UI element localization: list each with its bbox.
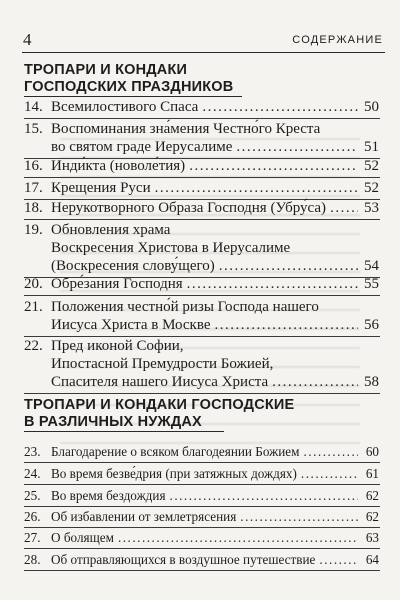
entry-page-number: 62 — [365, 509, 379, 524]
toc-entry[interactable] — [24, 98, 379, 116]
toc-entry[interactable] — [24, 337, 379, 391]
entry-number: 16. — [24, 158, 43, 174]
entry-page-number: 53 — [364, 200, 379, 216]
entry-page-number: 51 — [364, 139, 379, 155]
entry-number: 18. — [24, 200, 43, 216]
entry-page-number: 54 — [364, 258, 379, 274]
toc-entry[interactable] — [24, 487, 379, 504]
entry-number: 14. — [24, 99, 43, 115]
dot-leader — [118, 529, 358, 546]
entry-separator — [24, 462, 380, 463]
toc-entry[interactable] — [24, 508, 379, 525]
entry-page-number: 52 — [364, 180, 379, 196]
section-title: ГОСПОДСКИХ ПРАЗДНИКОВ — [24, 79, 234, 95]
entry-separator — [24, 295, 380, 296]
dot-leader — [236, 138, 358, 156]
entry-page-number: 50 — [364, 99, 379, 115]
entry-number: 17. — [24, 180, 43, 196]
entry-separator — [24, 177, 380, 178]
entry-title-line: О болящем — [51, 530, 114, 545]
dot-leader — [189, 157, 358, 175]
entry-title-line: Пред иконой Софии, — [51, 338, 184, 354]
entry-separator — [24, 527, 380, 528]
toc-entry[interactable] — [24, 179, 379, 197]
entry-number: 24. — [24, 466, 41, 481]
entry-page-number: 52 — [364, 158, 379, 174]
entry-number: 22. — [24, 338, 43, 354]
dot-leader — [215, 316, 359, 334]
entry-title-line: Иисуса Христа в Москве — [51, 317, 211, 333]
entry-title-line: (Воскресения слову́щего) — [51, 258, 215, 274]
entry-title-line: Крещения Руси — [51, 180, 151, 196]
toc-entry[interactable] — [24, 199, 379, 217]
toc-entry[interactable] — [24, 157, 379, 175]
entry-title-line: Положения честно́й ризы Господа нашего — [51, 299, 319, 315]
entry-title-line: Инди́кта (новоле́тия) — [51, 158, 186, 174]
dot-leader — [272, 373, 358, 391]
dot-leader — [187, 275, 358, 293]
dot-leader — [219, 257, 358, 275]
entry-number: 21. — [24, 299, 43, 315]
entry-page-number: 63 — [365, 530, 379, 545]
entry-separator — [24, 219, 380, 220]
entry-title-line: Обре́зания Господня — [51, 276, 183, 292]
toc-entry[interactable] — [24, 298, 379, 334]
entry-page-number: 60 — [365, 444, 379, 459]
entry-number: 27. — [24, 530, 41, 545]
entry-title-line: Благодарение о всяком благодеянии Божием — [51, 444, 300, 459]
section-title: ТРОПАРИ И КОНДАКИ ГОСПОДСКИЕ — [24, 397, 295, 413]
page-number: 4 — [23, 30, 32, 49]
toc-entry[interactable] — [24, 529, 379, 546]
entry-number: 26. — [24, 509, 41, 524]
dot-leader — [301, 465, 358, 482]
toc-entry[interactable] — [24, 120, 379, 156]
entry-separator — [24, 118, 380, 119]
entry-title-line: Спасителя нашего Иисуса Христа — [51, 374, 269, 390]
entry-number: 19. — [24, 222, 43, 238]
entry-title-line: Воспоминания зна́мения Честно́го Креста — [51, 121, 321, 137]
entry-number: 25. — [24, 488, 41, 503]
entry-page-number: 55 — [364, 276, 379, 292]
entry-title-line: Нерукотворного Образа Господня (Убру́са) — [51, 200, 327, 216]
entry-separator — [24, 548, 380, 549]
entry-number: 23. — [24, 444, 41, 459]
page-header — [23, 32, 383, 52]
entry-title-line: Во время бездождия — [51, 488, 166, 503]
entry-title-line: Об избавлении от землетрясения — [51, 509, 237, 524]
entry-title-line: Об отправляющихся в воздушное путешествие — [51, 552, 316, 567]
toc-entry[interactable] — [24, 443, 379, 460]
toc-entry[interactable] — [24, 221, 379, 275]
toc-entry[interactable] — [24, 465, 379, 482]
section-title: В РАЗЛИЧНЫХ НУЖДАХ — [24, 414, 202, 430]
dot-leader — [202, 98, 358, 116]
toc-entry[interactable] — [24, 275, 379, 293]
entry-number: 20. — [24, 276, 43, 292]
entry-title-line: Во время безве́дрия (при затяжных дождях) — [51, 466, 297, 481]
section-title-rule — [24, 431, 224, 432]
entry-title-line: Обновления храма — [51, 222, 171, 238]
entry-page-number: 64 — [365, 552, 379, 567]
entry-number: 28. — [24, 552, 41, 567]
entry-title-line: Всемилостивого Спаса — [51, 99, 199, 115]
entry-separator — [24, 484, 380, 485]
running-title: СОДЕРЖАНИЕ — [292, 34, 383, 46]
toc-entry[interactable] — [24, 551, 379, 568]
dot-leader — [304, 443, 359, 460]
entry-page-number: 62 — [365, 488, 379, 503]
dot-leader — [155, 179, 358, 197]
header-rule — [22, 52, 385, 53]
entry-page-number: 61 — [365, 466, 379, 481]
entry-title-line: Воскресения Христова в Иерусалиме — [51, 240, 291, 256]
entry-separator — [24, 506, 380, 507]
dot-leader — [319, 551, 358, 568]
dot-leader — [330, 199, 358, 217]
entry-title-line: Ипостасной Премудрости Божией, — [51, 356, 274, 372]
entry-page-number: 58 — [364, 374, 379, 390]
dot-leader — [170, 487, 358, 504]
entry-separator — [24, 393, 380, 394]
entry-separator — [24, 570, 380, 571]
entry-number: 15. — [24, 121, 43, 137]
entry-title-line: во святом граде Иерусалиме — [51, 139, 233, 155]
dot-leader — [240, 508, 358, 525]
entry-page-number: 56 — [364, 317, 379, 333]
section-title: ТРОПАРИ И КОНДАКИ — [24, 62, 188, 78]
